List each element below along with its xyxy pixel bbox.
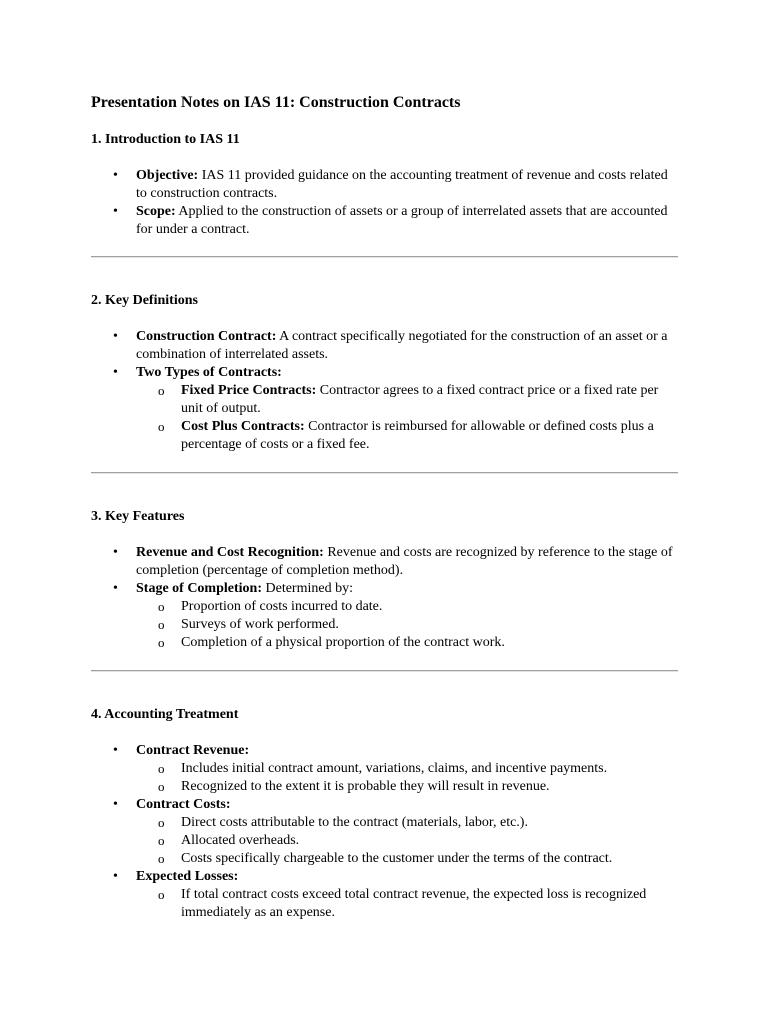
description: Applied to the construction of assets or a group of interrelated assets that are accounted for under a contract. [136, 204, 668, 237]
sub-item: o Surveys of work performed. [136, 616, 679, 634]
definitions-list [91, 328, 679, 454]
term: Fixed Price Contracts: [181, 383, 317, 398]
contract-types-sublist [136, 382, 679, 454]
term: Contract Costs: [136, 797, 231, 812]
sub-item: o If total contract costs exceed total contract revenue, the expected loss is recognized immediately as an expense. [136, 886, 679, 922]
term: Construction Contract: [136, 329, 277, 344]
horizontal-divider [91, 670, 678, 672]
section-heading-key-definitions: 2. Key Definitions [91, 293, 198, 308]
section-heading-accounting-treatment: 4. Accounting Treatment [91, 707, 239, 722]
page-title: Presentation Notes on IAS 11: Construction Contracts [91, 94, 461, 111]
horizontal-divider [91, 472, 678, 474]
term: Stage of Completion: [136, 581, 262, 596]
description: A contract specifically negotiated for the construction of an asset or a combination of interrelated assets. [136, 329, 668, 362]
sub-item: o Costs specifically chargeable to the customer under the terms of the contract. [136, 850, 679, 868]
list-item-contract-costs [91, 796, 679, 868]
list-item-objective [91, 167, 679, 203]
list-item-stage-of-completion [91, 580, 679, 652]
term: Two Types of Contracts: [136, 365, 282, 380]
description: Revenue and costs are recognized by reference to the stage of completion (percentage of completion method). [136, 545, 673, 578]
description: Determined by: [262, 581, 353, 596]
contract-revenue-sublist [136, 760, 679, 796]
accounting-treatment-list [91, 742, 679, 922]
description: Contractor agrees to a fixed contract price or a fixed rate per unit of output. [181, 383, 659, 416]
term: Expected Losses: [136, 869, 239, 884]
sub-item: o Includes initial contract amount, variations, claims, and incentive payments. [136, 760, 679, 778]
sub-item: o Completion of a physical proportion of the contract work. [136, 634, 679, 652]
term: Cost Plus Contracts: [181, 419, 305, 434]
list-item-construction-contract [91, 328, 679, 364]
introduction-list [91, 167, 679, 239]
expected-losses-sublist [136, 886, 679, 922]
section-heading-key-features: 3. Key Features [91, 509, 185, 524]
list-item-expected-losses [91, 868, 679, 922]
sub-item-fixed-price [136, 382, 679, 418]
sub-item: o Direct costs attributable to the contract (materials, labor, etc.). [136, 814, 679, 832]
description: Contractor is reimbursed for allowable or defined costs plus a percentage of costs or a fixed fee. [181, 419, 654, 452]
description: IAS 11 provided guidance on the accounting treatment of revenue and costs related to construction contracts. [136, 168, 668, 201]
sub-item: o Proportion of costs incurred to date. [136, 598, 679, 616]
term: Revenue and Cost Recognition: [136, 545, 324, 560]
term: Contract Revenue: [136, 743, 250, 758]
section-heading-introduction: 1. Introduction to IAS 11 [91, 132, 240, 147]
features-list [91, 544, 679, 652]
contract-costs-sublist [136, 814, 679, 868]
term: Objective: [136, 168, 199, 183]
list-item-revenue-cost-recognition [91, 544, 679, 580]
list-item-contract-types [91, 364, 679, 454]
list-item-contract-revenue [91, 742, 679, 796]
term: Scope: [136, 204, 176, 219]
horizontal-divider [91, 256, 678, 258]
sub-item: o Recognized to the extent it is probable they will result in revenue. [136, 778, 679, 796]
list-item-scope [91, 203, 679, 239]
stage-of-completion-sublist [136, 598, 679, 652]
sub-item-cost-plus [136, 418, 679, 454]
sub-item: o Allocated overheads. [136, 832, 679, 850]
